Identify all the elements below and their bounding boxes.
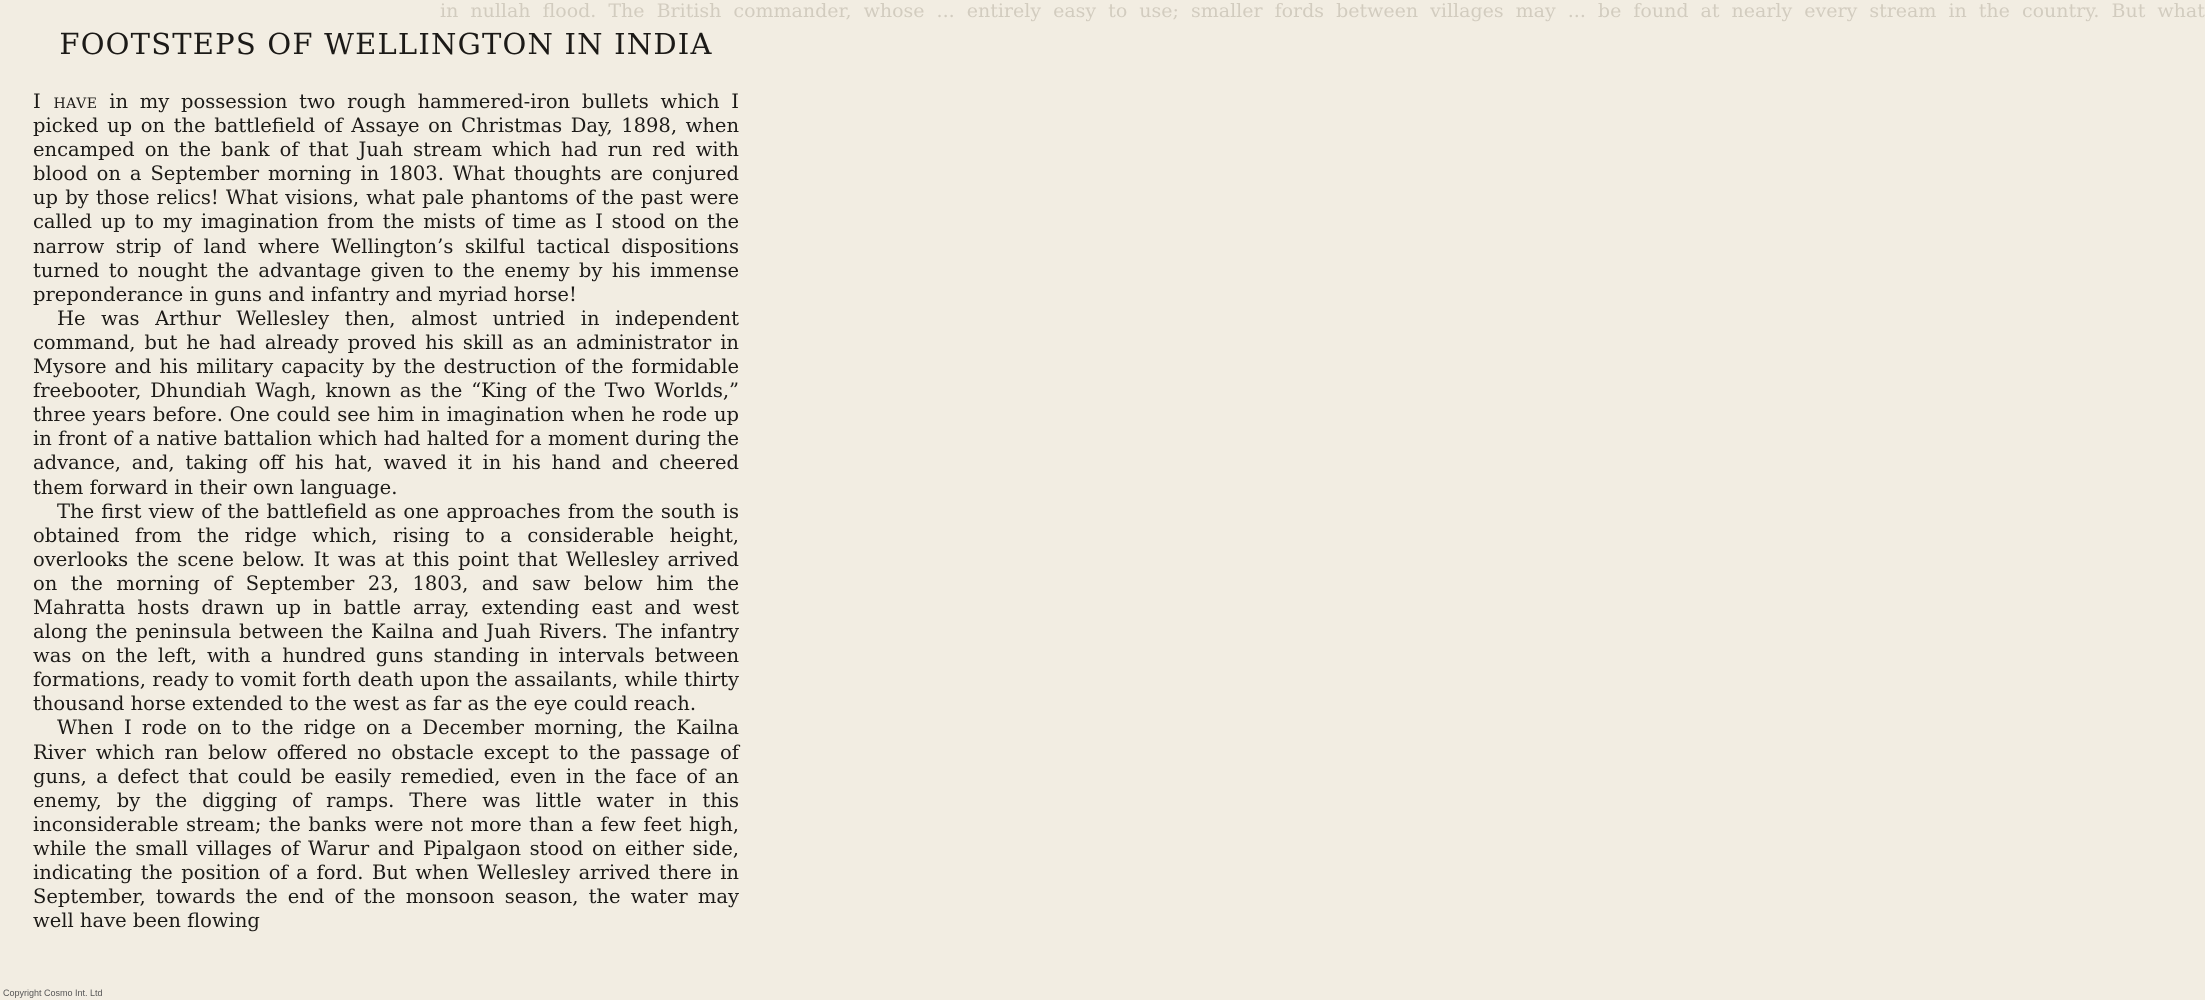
paragraph-1-text: in my possession two rough hammered-iron bullets which I picked up on the battlefield of Assaye on Christmas Day, 1898, when encamped on the bank of that Juah stream which had run red with blood on a September morning in 1803. What thoughts are conjured up by those relics! What visions, what pale phantoms of the past were called up to my imagination from the mists of time as I stood on the narrow strip of land where Wellington’s skilful tactical dispositions turned to nought the advantage given to the enemy by his immense preponderance in guns and infantry and myriad horse! bbox=[33, 90, 739, 306]
opening-words: I have bbox=[33, 90, 98, 113]
bleed-through-text: in nullah flood. The British commander, whose ... entirely easy to use; smaller fords between villages may ... be found at nearly every stream in the country. But what bbox=[440, 0, 2205, 22]
copyright-notice: Copyright Cosmo Int. Ltd bbox=[3, 988, 103, 998]
paragraph-1 bbox=[33, 90, 739, 307]
article-body bbox=[33, 90, 739, 933]
paragraph-2: He was Arthur Wellesley then, almost untried in independent command, but he had already proved his skill as an administrator in Mysore and his military capacity by the destruction of the formidable freebooter, Dhundiah Wagh, known as the “King of the Two Worlds,” three years before. One could see him in imagination when he rode up in front of a native battalion which had halted for a moment during the advance, and, taking off his hat, waved it in his hand and cheered them forward in their own language. bbox=[33, 306, 739, 499]
document-page bbox=[33, 22, 739, 933]
page-title: FOOTSTEPS OF WELLINGTON IN INDIA bbox=[59, 27, 713, 61]
paragraph-3: The first view of the battlefield as one approaches from the south is obtained from the ridge which, rising to a considerable height, overlooks the scene below. It was at this point that Wellesley arrived on the morning of September 23, 1803, and saw below him the Mahratta hosts drawn up in battle array, extending east and west along the peninsula between the Kailna and Juah Rivers. The infantry was on the left, with a hundred guns standing in intervals between formations, ready to vomit forth death upon the assailants, while thirty thousand horse extended to the west as far as the eye could reach. bbox=[33, 499, 739, 716]
paragraph-4: When I rode on to the ridge on a December morning, the Kailna River which ran below offered no obstacle except to the passage of guns, a defect that could be easily remedied, even in the face of an enemy, by the digging of ramps. There was little water in this inconsiderable stream; the banks were not more than a few feet high, while the small villages of Warur and Pipalgaon stood on either side, indicating the position of a ford. But when Wellesley arrived there in September, towards the end of the monsoon season, the water may well have been flowing bbox=[33, 716, 739, 933]
